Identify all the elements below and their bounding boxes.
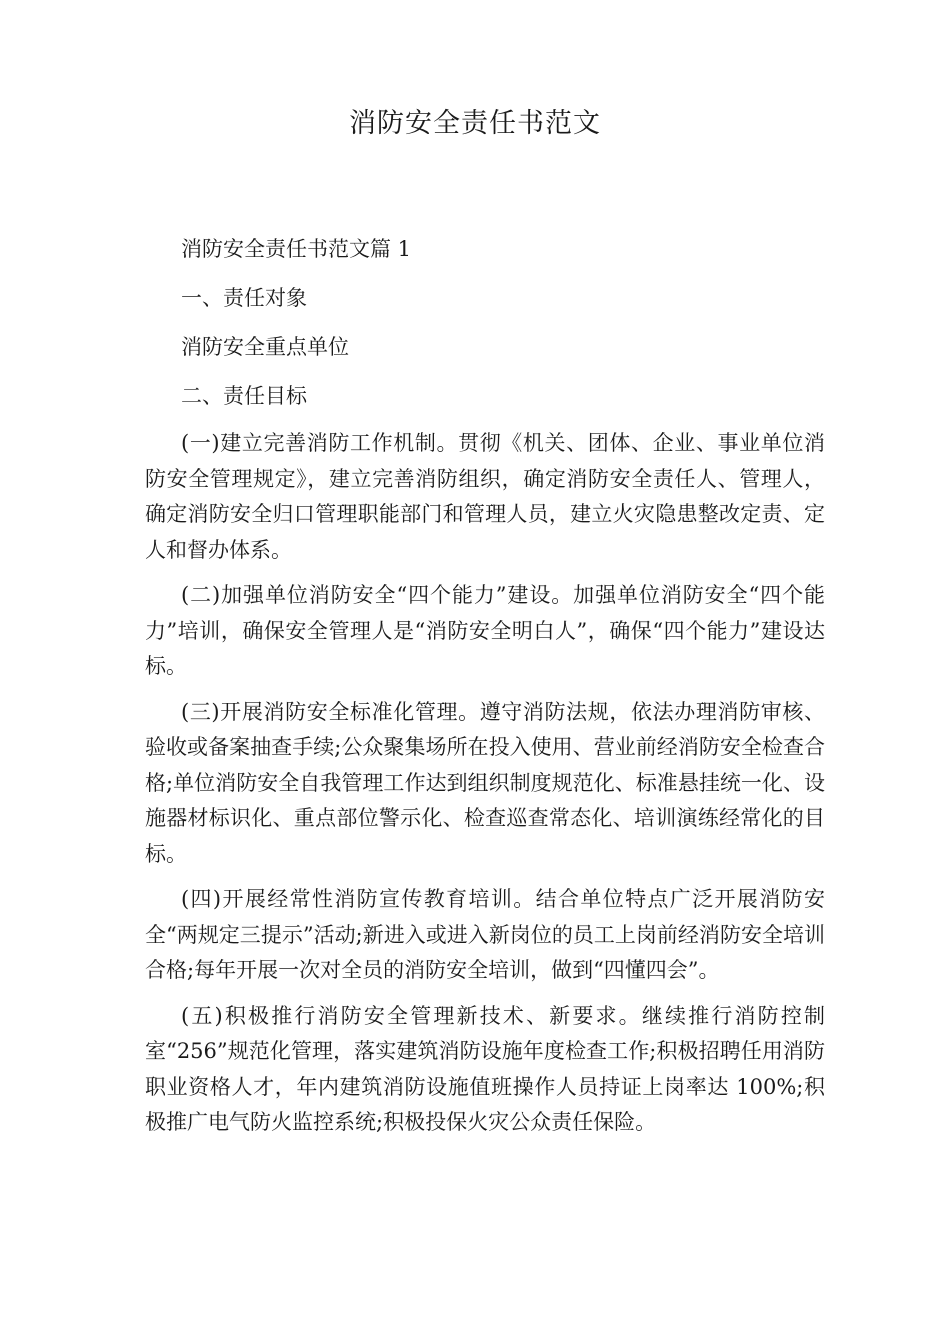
document-title: 消防安全责任书范文 <box>349 108 601 139</box>
goal-paragraph-5: (五)积极推行消防安全管理新技术、新要求。继续推行消防控制室“256”规范化管理，落实建筑消防设施年度检查工作;积极招聘任用消防职业资格人才，年内建筑消防设施值班操作人员持证上岗率达 100%;积极推广电气防火监控系统;积极投保火灾公众责任保险。 <box>145 1003 825 1134</box>
heading-responsibility-goals: 二、责任目标 <box>181 384 307 408</box>
document-body <box>145 230 825 1151</box>
goal-paragraph-1: (一)建立完善消防工作机制。贯彻《机关、团体、企业、事业单位消防安全管理规定》，建立完善消防组织，确定消防安全责任人、管理人，确定消防安全归口管理职能部门和管理人员，建立火灾隐患整改定责、定人和督办体系。 <box>145 431 825 562</box>
responsibility-object-text: 消防安全重点单位 <box>181 335 349 359</box>
goal-paragraph-4: (四)开展经常性消防宣传教育培训。结合单位特点广泛开展消防安全“两规定三提示”活动;新进入或进入新岗位的员工上岗前经消防安全培训合格;每年开展一次对全员的消防安全培训，做到“四懂四会”。 <box>145 887 825 982</box>
goal-paragraph-3: (三)开展消防安全标准化管理。遵守消防法规，依法办理消防审核、验收或备案抽查手续;公众聚集场所在投入使用、营业前经消防安全检查合格;单位消防安全自我管理工作达到组织制度规范化、标准悬挂统一化、设施器材标识化、重点部位警示化、检查巡查常态化、培训演练经常化的目标。 <box>145 699 825 866</box>
goal-paragraph-2: (二)加强单位消防安全“四个能力”建设。加强单位消防安全“四个能力”培训，确保安全管理人是“消防安全明白人”，确保“四个能力”建设达标。 <box>145 583 825 678</box>
heading-responsibility-object: 一、责任对象 <box>181 286 307 310</box>
section-subtitle: 消防安全责任书范文篇 1 <box>181 237 412 261</box>
